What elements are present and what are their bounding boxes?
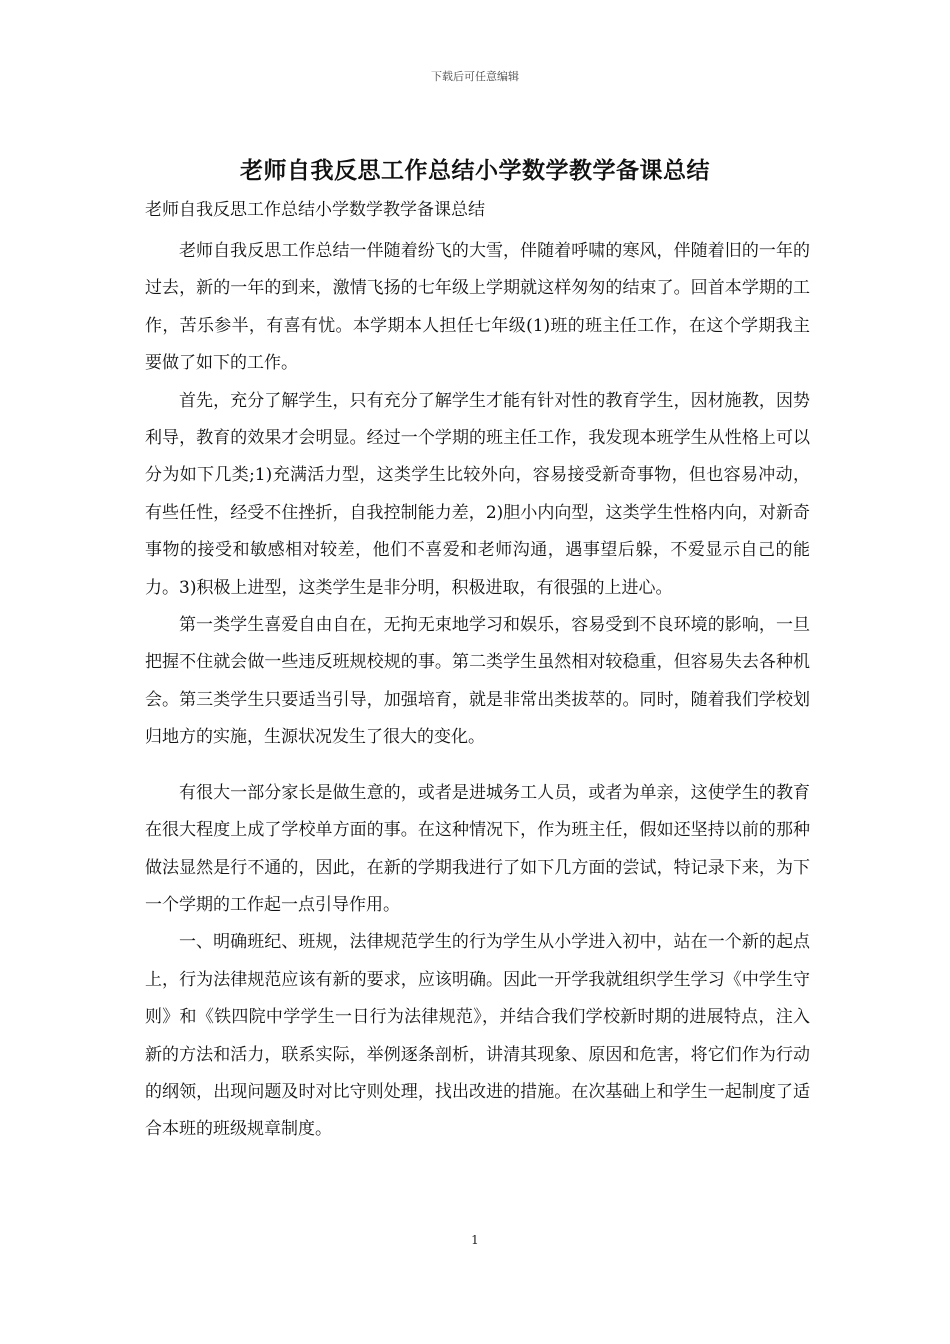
document-title: 老师自我反思工作总结小学数学教学备课总结	[240, 157, 710, 184]
paragraph-3: 第一类学生喜爱自由自在，无拘无束地学习和娱乐，容易受到不良环境的影响，一旦把握不住就会做一些违反班规校规的事。第二类学生虽然相对较稳重，但容易失去各种机会。第三类学生只要适当引导，加强培育，就是非常出类拔萃的。同时，随着我们学校划归地方的实施，生源状况发生了很大的变化。	[145, 615, 810, 748]
header-note: 下载后可任意编辑	[431, 70, 519, 83]
paragraph-1: 老师自我反思工作总结一伴随着纷飞的大雪，伴随着呼啸的寒风，伴随着旧的一年的过去，新的一年的到来，激情飞扬的七年级上学期就这样匆匆的结束了。回首本学期的工作，苦乐参半，有喜有忧。本学期本人担任七年级(1)班的班主任工作，在这个学期我主要做了如下的工作。	[145, 241, 810, 374]
document-body	[145, 196, 810, 1149]
paragraph-5: 一、明确班纪、班规，法律规范学生的行为学生从小学进入初中，站在一个新的起点上，行为法律规范应该有新的要求，应该明确。因此一开学我就组织学生学习《中学生守则》和《铁四院中学学生一日行为法律规范》，并结合我们学校新时期的进展特点，注入新的方法和活力，联系实际，举例逐条剖析，讲清其现象、原因和危害，将它们作为行动的纲领，出现问题及时对比守则处理，找出改进的措施。在次基础上和学生一起制度了适合本班的班级规章制度。	[145, 932, 810, 1140]
document-subtitle: 老师自我反思工作总结小学数学教学备课总结	[145, 200, 485, 220]
paragraph-2: 首先，充分了解学生，只有充分了解学生才能有针对性的教育学生，因材施教，因势利导，教育的效果才会明显。经过一个学期的班主任工作，我发现本班学生从性格上可以分为如下几类;1)充满活力型，这类学生比较外向，容易接受新奇事物，但也容易冲动，有些任性，经受不住挫折，自我控制能力差，2)胆小内向型，这类学生性格内向，对新奇事物的接受和敏感相对较差，他们不喜爱和老师沟通，遇事望后躲，不爱显示自己的能力。3)积极上进型，这类学生是非分明，积极进取，有很强的上进心。	[145, 390, 810, 598]
page-number: 1	[471, 1233, 479, 1247]
paragraph-4: 有很大一部分家长是做生意的，或者是进城务工人员，或者为单亲，这使学生的教育在很大程度上成了学校单方面的事。在这种情况下，作为班主任，假如还坚持以前的那种做法显然是行不通的，因此，在新的学期我进行了如下几方面的尝试，特记录下来，为下一个学期的工作起一点引导作用。	[145, 782, 810, 915]
